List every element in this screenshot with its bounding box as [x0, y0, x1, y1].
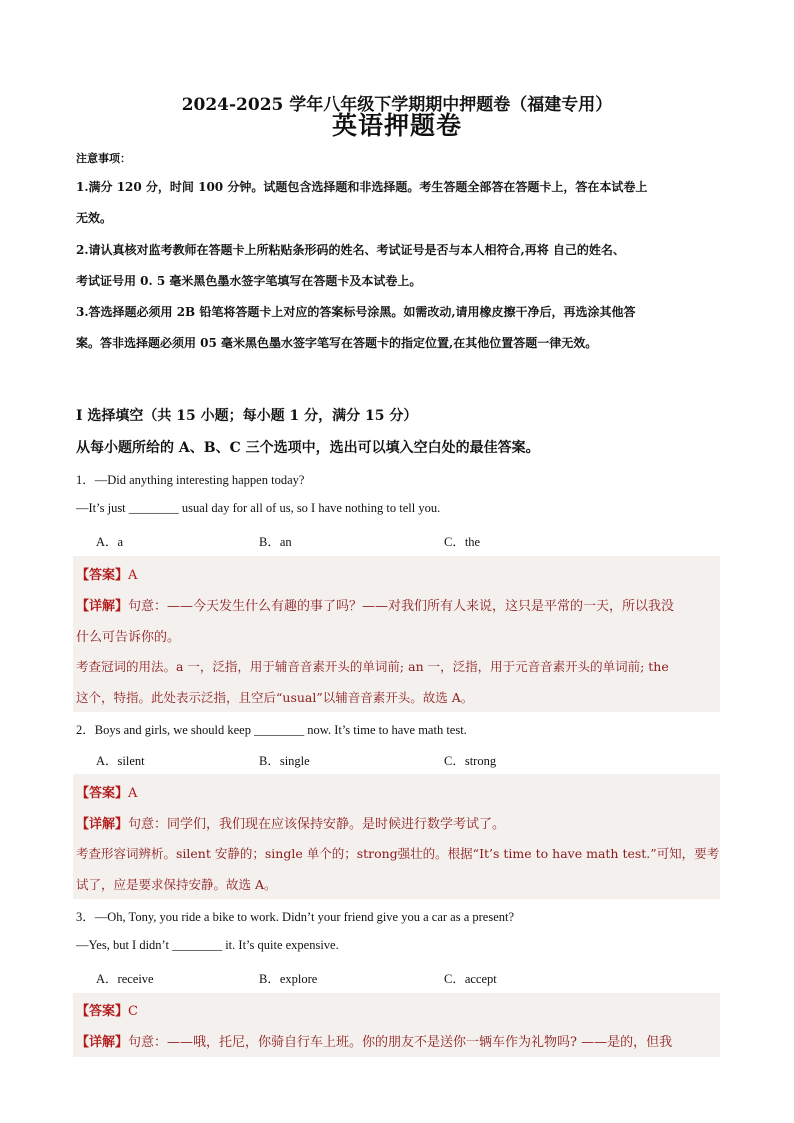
- question-stem: —Yes, but I didn’t ________ it. It’s quite expensive.: [76, 938, 339, 952]
- detail-text: 句意：同学们，我们现在应该保持安静。是时候进行数学考试了。: [128, 817, 506, 832]
- detail-text: 什么可告诉你的。: [76, 630, 181, 645]
- option-c: C．the: [444, 535, 481, 549]
- question-stem: —It’s just ________ usual day for all of us, so I have nothing to tell you.: [76, 501, 441, 515]
- note-line: 1.满分 120 分，时间 100 分钟。试题包含选择题和非选择题。考生答题全部答在答题卡上，答在本试卷上: [76, 180, 648, 194]
- option-c: C．accept: [444, 972, 497, 986]
- note-line: 3.答选择题必须用 2B 铅笔将答题卡上对应的答案标号涂黑。如需改动,请用橡皮擦干净后，再选涂其他答: [76, 305, 636, 319]
- answer-value: C: [128, 1004, 138, 1019]
- option-b: B．an: [259, 535, 292, 549]
- option-c: C．strong: [444, 754, 497, 768]
- answer-value: A: [128, 786, 138, 801]
- detail-text: 句意：——今天发生什么有趣的事了吗？——对我们所有人来说，这只是平常的一天，所以我没: [128, 599, 675, 614]
- note-line: 无效。: [76, 211, 113, 225]
- explanation-text: 试了，应是要求保持安静。故选 A。: [76, 877, 277, 892]
- option-a: A．silent: [96, 754, 145, 768]
- notes-heading: 注意事项：: [76, 152, 131, 165]
- question-stem: 1．—Did anything interesting happen today?: [76, 473, 305, 487]
- section-heading: Ⅰ 选择填空（共 15 小题；每小题 1 分，满分 15 分）: [76, 408, 418, 424]
- note-line: 考试证号用 0. 5 毫米黑色墨水签字笔填写在答题卡及本试卷上。: [76, 274, 422, 288]
- detail-text: 句意：——哦，托尼，你骑自行车上班。你的朋友不是送你一辆车作为礼物吗? ——是的，但我: [128, 1035, 673, 1050]
- answer-line: [76, 782, 137, 801]
- answer-value: A: [128, 568, 138, 583]
- explanation-text: 这个，特指。此处表示泛指，且空后“usual”以辅音音素开头。故选 A。: [76, 690, 474, 705]
- question-stem: 3．—Oh, Tony, you ride a bike to work. Didn’t your friend give you a car as a present?: [76, 910, 515, 924]
- detail-label: 【详解】: [76, 817, 129, 832]
- detail-line: [76, 1031, 672, 1050]
- option-b: B．single: [259, 754, 310, 768]
- explanation-text: 考查冠词的用法。a 一，泛指，用于辅音音素开头的单词前; an 一，泛指，用于元音音素开头的单词前; the: [76, 659, 669, 674]
- option-a: A．a: [96, 535, 124, 549]
- option-b: B．explore: [259, 972, 318, 986]
- detail-label: 【详解】: [76, 1035, 129, 1050]
- answer-line: [76, 564, 137, 583]
- answer-label: 【答案】: [76, 568, 129, 583]
- answer-label: 【答案】: [76, 1004, 129, 1019]
- detail-line: [76, 595, 674, 614]
- note-line: 2.请认真核对监考教师在答题卡上所粘贴条形码的姓名、考试证号是否与本人相符合,再将 自己的姓名、: [76, 243, 625, 257]
- detail-line: [76, 813, 505, 832]
- option-a: A．receive: [96, 972, 154, 986]
- detail-label: 【详解】: [76, 599, 129, 614]
- answer-label: 【答案】: [76, 786, 129, 801]
- exam-subtitle: 英语押题卷: [331, 111, 462, 140]
- question-stem: 2．Boys and girls, we should keep ________ now. It’s time to have math test.: [76, 723, 467, 737]
- answer-line: [76, 1000, 138, 1019]
- exam-title: 2024-2025 学年八年级下学期期中押题卷（福建专用）: [181, 95, 613, 115]
- section-instruction: 从每小题所给的 A、B、C 三个选项中，选出可以填入空白处的最佳答案。: [76, 440, 540, 456]
- explanation-text: 考查形容词辨析。silent 安静的；single 单个的；strong强壮的。根据“It’s time to have math test.”可知，要考: [76, 846, 720, 861]
- note-line: 案。答非选择题必须用 05 毫米黑色墨水签字笔写在答题卡的指定位置,在其他位置答题一律无效。: [76, 336, 598, 350]
